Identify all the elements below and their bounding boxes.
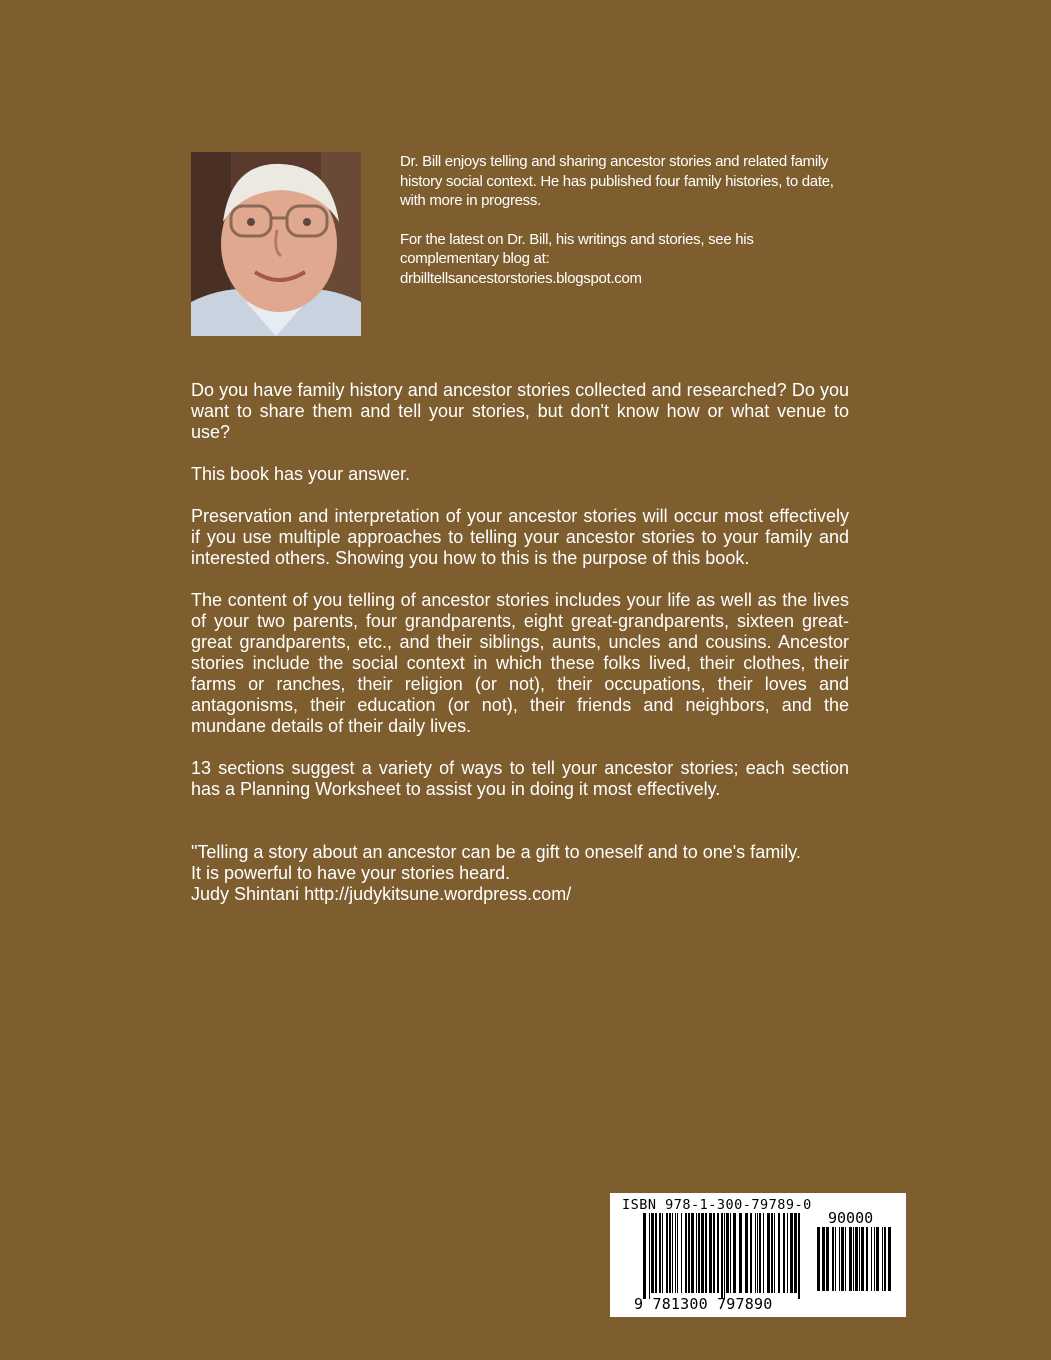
bio-blog-intro: For the latest on Dr. Bill, his writings and stories, see his complementary blog at: bbox=[400, 230, 754, 267]
blurb-paragraph-1: Do you have family history and ancestor stories collected and researched? Do you want to share them and tell your stories, but don't know how or what venue to use? bbox=[191, 380, 849, 442]
author-bio bbox=[400, 152, 840, 307]
bio-paragraph: Dr. Bill enjoys telling and sharing ancestor stories and related family history social context. He has published four family histories, to date, with more in progress. bbox=[400, 153, 834, 209]
author-photo bbox=[191, 152, 361, 336]
price-code: 90000 bbox=[828, 1209, 874, 1227]
bio-blog-paragraph bbox=[400, 230, 840, 289]
book-description bbox=[191, 380, 849, 926]
addon-barcode-bars bbox=[816, 1227, 892, 1297]
isbn-label: ISBN 978-1-300-79789-0 bbox=[622, 1197, 812, 1213]
blog-url: drbilltellsancestorstories.blogspot.com bbox=[400, 269, 642, 287]
isbn-barcode bbox=[610, 1193, 906, 1317]
barcode-bars bbox=[642, 1213, 802, 1299]
barcode-digits: 9 781300 797890 bbox=[634, 1295, 773, 1313]
blurb-paragraph-2: This book has your answer. bbox=[191, 464, 411, 484]
blurb-paragraph-3: Preservation and interpretation of your ancestor stories will occur most effectively if you use multiple approaches to telling your ancestor stories to your family and interested others. Showing you how to this is the purpose of this book. bbox=[191, 506, 849, 568]
quote-line: "Telling a story about an ancestor can be a gift to oneself and to one's family. bbox=[191, 842, 801, 862]
blurb-paragraph-5: 13 sections suggest a variety of ways to tell your ancestor stories; each section has a Planning Worksheet to assist you in doing it most effectively. bbox=[191, 758, 849, 799]
testimonial-quote bbox=[191, 842, 849, 905]
quote-line: It is powerful to have your stories heard. bbox=[191, 863, 511, 883]
quote-attribution: Judy Shintani http://judykitsune.wordpress.com/ bbox=[191, 884, 572, 904]
blurb-paragraph-4: The content of you telling of ancestor stories includes your life as well as the lives of your two parents, four grandparents, eight great-grandparents, sixteen great-great grandparents, etc., and their siblings, aunts, uncles and cousins. Ancestor stories include the social context in which these folks lived, their clothes, their farms or ranches, their religion (or not), their occupations, their loves and antagonisms, their education (or not), their friends and neighbors, and the mundane details of their daily lives. bbox=[191, 590, 849, 736]
